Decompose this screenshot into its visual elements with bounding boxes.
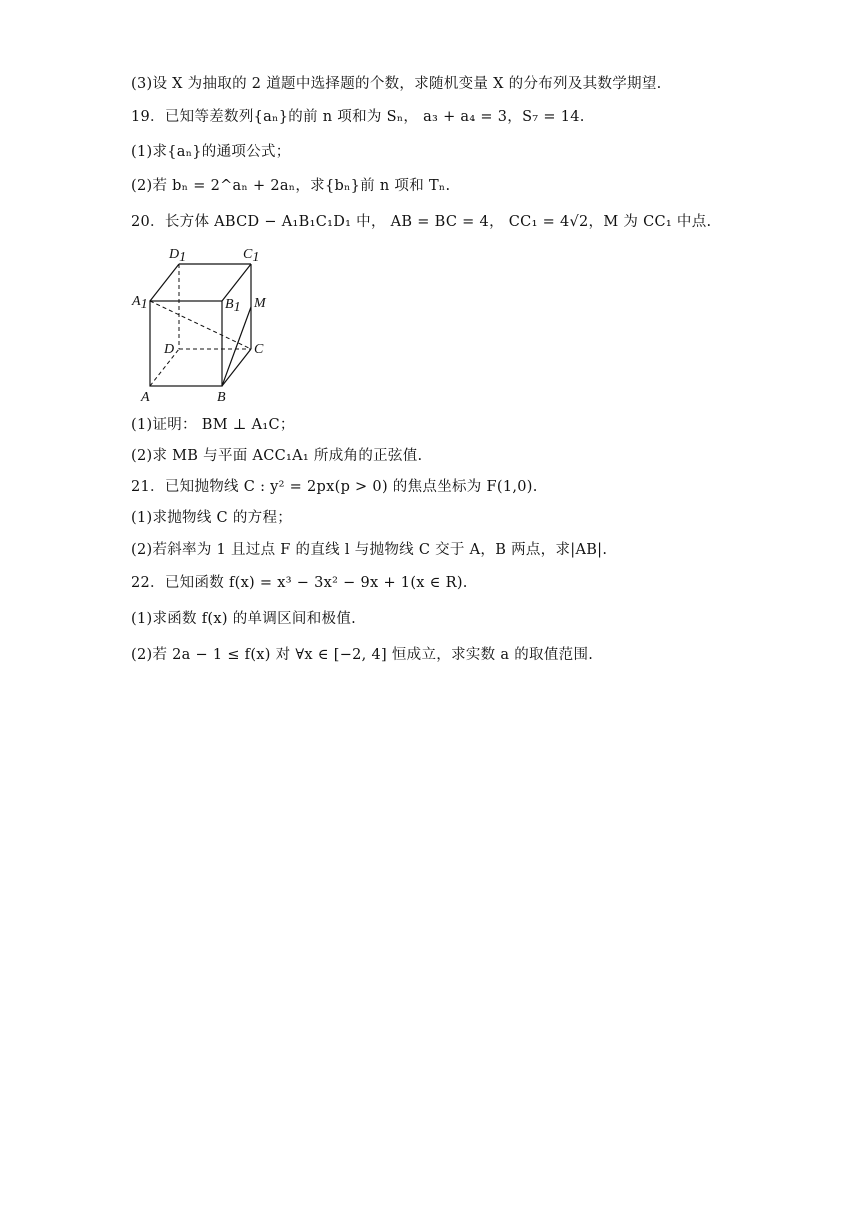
q20-stem: 20．长方体 ABCD − A₁B₁C₁D₁ 中， AB = BC = 4， CC₁ = 4√2，M 为 CC₁ 中点. — [131, 214, 712, 230]
label-a: A — [141, 390, 150, 405]
q19-stem: 19．已知等差数列{aₙ}的前 n 项和为 Sₙ， a₃ + a₄ = 3，S₇ = 14. — [131, 109, 585, 125]
front-face — [150, 301, 222, 386]
q21-part2: (2)若斜率为 1 且过点 F 的直线 l 与抛物线 C 交于 A，B 两点，求|AB|. — [131, 542, 608, 558]
q21-stem: 21．已知抛物线 C : y² = 2px(p > 0) 的焦点坐标为 F(1,0). — [131, 479, 538, 495]
cuboid-diagram — [131, 243, 281, 408]
edge-a1d1 — [150, 264, 179, 301]
q19-part2: (2)若 bₙ = 2^aₙ + 2aₙ，求{bₙ}前 n 项和 Tₙ. — [131, 178, 451, 194]
q20-part2: (2)求 MB 与平面 ACC₁A₁ 所成角的正弦值. — [131, 448, 423, 464]
q21-part1: (1)求抛物线 C 的方程； — [131, 510, 293, 526]
q22-part1: (1)求函数 f(x) 的单调区间和极值. — [131, 611, 357, 627]
label-c1: C1 — [243, 247, 260, 265]
q22-stem: 22．已知函数 f(x) = x³ − 3x² − 9x + 1(x ∈ R). — [131, 575, 468, 591]
label-c: C — [254, 342, 264, 357]
q22-part2: (2)若 2a − 1 ≤ f(x) 对 ∀x ∈ [−2, 4] 恒成立，求实数 a 的取值范围. — [131, 647, 594, 663]
label-a1: A1 — [132, 294, 148, 312]
label-d: D — [164, 342, 175, 357]
edge-b1c1 — [222, 264, 251, 301]
label-b1: B1 — [225, 297, 241, 315]
label-d1: D1 — [169, 247, 187, 265]
q19-part1: (1)求{aₙ}的通项公式； — [131, 144, 291, 160]
label-b: B — [217, 390, 226, 405]
label-m: M — [254, 296, 266, 311]
q18-part3: (3)设 X 为抽取的 2 道题中选择题的个数，求随机变量 X 的分布列及其数学期望. — [131, 76, 662, 92]
edge-bc — [222, 349, 251, 386]
cuboid-figure — [131, 243, 281, 408]
q20-part1: (1)证明： BM ⊥ A₁C； — [131, 417, 295, 433]
